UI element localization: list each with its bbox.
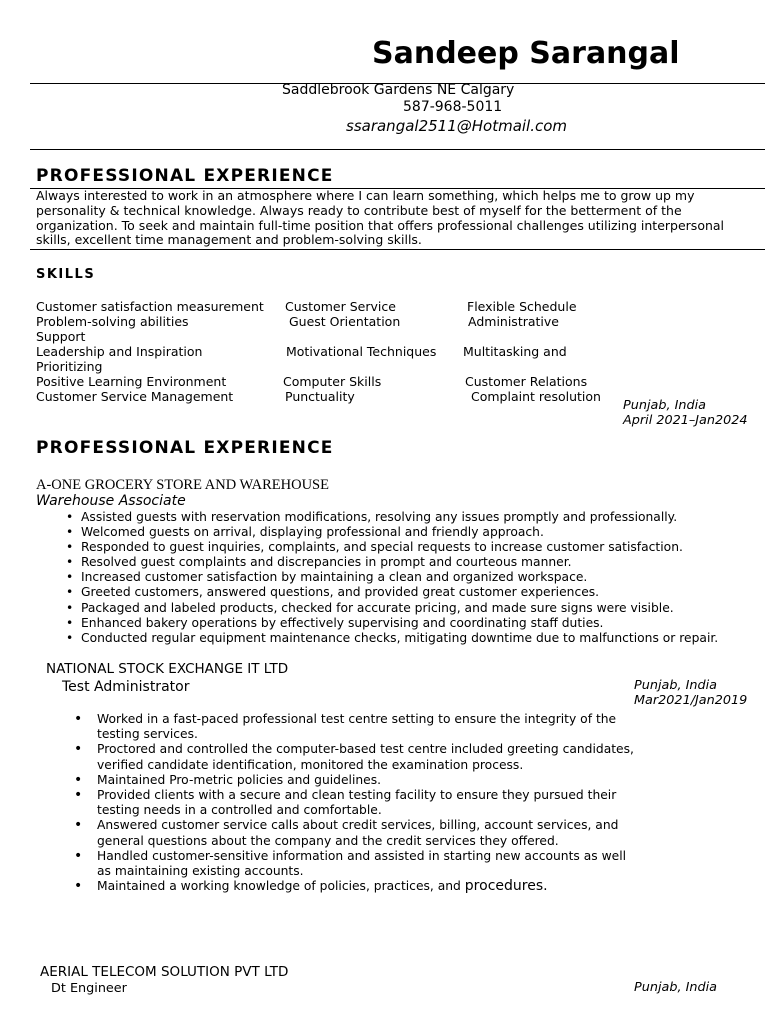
section-divider — [30, 149, 765, 150]
duty-item: • Handled customer-sensitive information and assisted in starting new accounts as well as maintaining existing accounts. — [74, 849, 634, 879]
address: Saddlebrook Gardens NE Calgary — [282, 82, 515, 98]
skill-item: Customer satisfaction measurement — [36, 299, 264, 314]
skill-item: Customer Service Management — [36, 389, 234, 404]
duty-item: • Increased customer satisfaction by maintaining a clean and organized workspace. — [66, 570, 718, 585]
company-name: NATIONAL STOCK EXCHANGE IT LTD — [46, 661, 289, 677]
skill-item: Motivational Techniques — [286, 344, 437, 359]
skills-heading: SKILLS — [36, 267, 96, 282]
skill-item: Support — [36, 329, 86, 344]
duty-text-tail: procedures. — [464, 878, 548, 895]
duty-item: • Enhanced bakery operations by effectively supervising and coordinating staff duties. — [66, 616, 718, 631]
duty-item: • Maintained Pro-metric policies and guidelines. — [74, 773, 634, 788]
candidate-name: Sandeep Sarangal — [372, 36, 680, 71]
job-dates: Mar2021/Jan2019 — [634, 693, 748, 708]
skill-item: Punctuality — [285, 389, 355, 404]
duty-item: • Packaged and labeled products, checked for accurate pricing, and made sure signs were visible. — [66, 601, 718, 616]
company-name: A-ONE GROCERY STORE AND WAREHOUSE — [36, 477, 329, 493]
summary-line: organization. To seek and maintain full-time position that offers professional challenges utilizing interpersonal — [36, 217, 725, 233]
duty-item: • Greeted customers, answered questions, and provided great customer experiences. — [66, 585, 718, 600]
skill-item: Leadership and Inspiration — [36, 344, 203, 359]
skill-item: Multitasking and — [463, 344, 567, 359]
skill-item: Prioritizing — [36, 359, 103, 374]
skill-item: Customer Service — [285, 299, 396, 314]
summary-line: skills, excellent time management and problem-solving skills. — [36, 232, 422, 248]
skill-item: Positive Learning Environment — [36, 374, 227, 389]
duty-item: • Answered customer service calls about credit services, billing, account services, and general questions about the company and the credit services they offered. — [74, 818, 634, 848]
duty-item: • Welcomed guests on arrival, displaying professional and friendly approach. — [66, 525, 718, 540]
job-title: Dt Engineer — [51, 981, 127, 996]
summary-bottom-divider — [30, 249, 765, 250]
duty-item: • Resolved guest complaints and discrepancies in prompt and courteous manner. — [66, 555, 718, 570]
duty-item: • Responded to guest inquiries, complaints, and special requests to increase customer satisfaction. — [66, 540, 718, 555]
experience-heading: PROFESSIONAL EXPERIENCE — [36, 438, 334, 458]
job-duties-list — [74, 712, 634, 894]
job-title: Test Administrator — [62, 679, 190, 695]
summary-heading: PROFESSIONAL EXPERIENCE — [36, 166, 334, 186]
summary-paragraph — [36, 189, 744, 248]
job-location: Punjab, India — [634, 980, 717, 995]
duty-item — [74, 879, 634, 894]
job-title: Warehouse Associate — [36, 493, 186, 509]
duty-item: • Assisted guests with reservation modifications, resolving any issues promptly and professionally. — [66, 510, 718, 525]
skill-item: Flexible Schedule — [467, 299, 577, 314]
summary-line: Always interested to work in an atmosphere where I can learn something, which helps me to grow up my — [36, 188, 695, 203]
job-location: Punjab, India — [634, 678, 717, 693]
duty-item: • Conducted regular equipment maintenance checks, mitigating downtime due to malfunctions or repair. — [66, 631, 718, 646]
skill-item: Administrative — [468, 314, 559, 329]
duty-item: • Provided clients with a secure and clean testing facility to ensure they pursued their testing needs in a controlled and comfortable. — [74, 788, 634, 818]
duty-item: • Worked in a fast-paced professional test centre setting to ensure the integrity of the testing services. — [74, 712, 634, 742]
phone-number: 587-968-5011 — [403, 99, 503, 115]
duty-item: • Proctored and controlled the computer-based test centre included greeting candidates, verified candidate identification, monitored the examination process. — [74, 742, 634, 772]
duty-text: Maintained a working knowledge of policies, practices, and — [97, 879, 461, 894]
job-duties-list — [66, 510, 718, 646]
skill-item: Guest Orientation — [289, 314, 401, 329]
summary-line: personality & technical knowledge. Always ready to contribute best of myself for the betterment of the — [36, 202, 682, 218]
skill-item: Customer Relations — [465, 374, 588, 389]
email-address: ssarangal2511@Hotmail.com — [346, 117, 568, 135]
job-dates: April 2021–Jan2024 — [623, 413, 748, 428]
skill-item: Problem-solving abilities — [36, 314, 189, 329]
company-name: AERIAL TELECOM SOLUTION PVT LTD — [40, 964, 289, 980]
skill-item: Computer Skills — [283, 374, 382, 389]
skill-item: Complaint resolution — [471, 389, 601, 404]
job-location: Punjab, India — [623, 398, 706, 413]
